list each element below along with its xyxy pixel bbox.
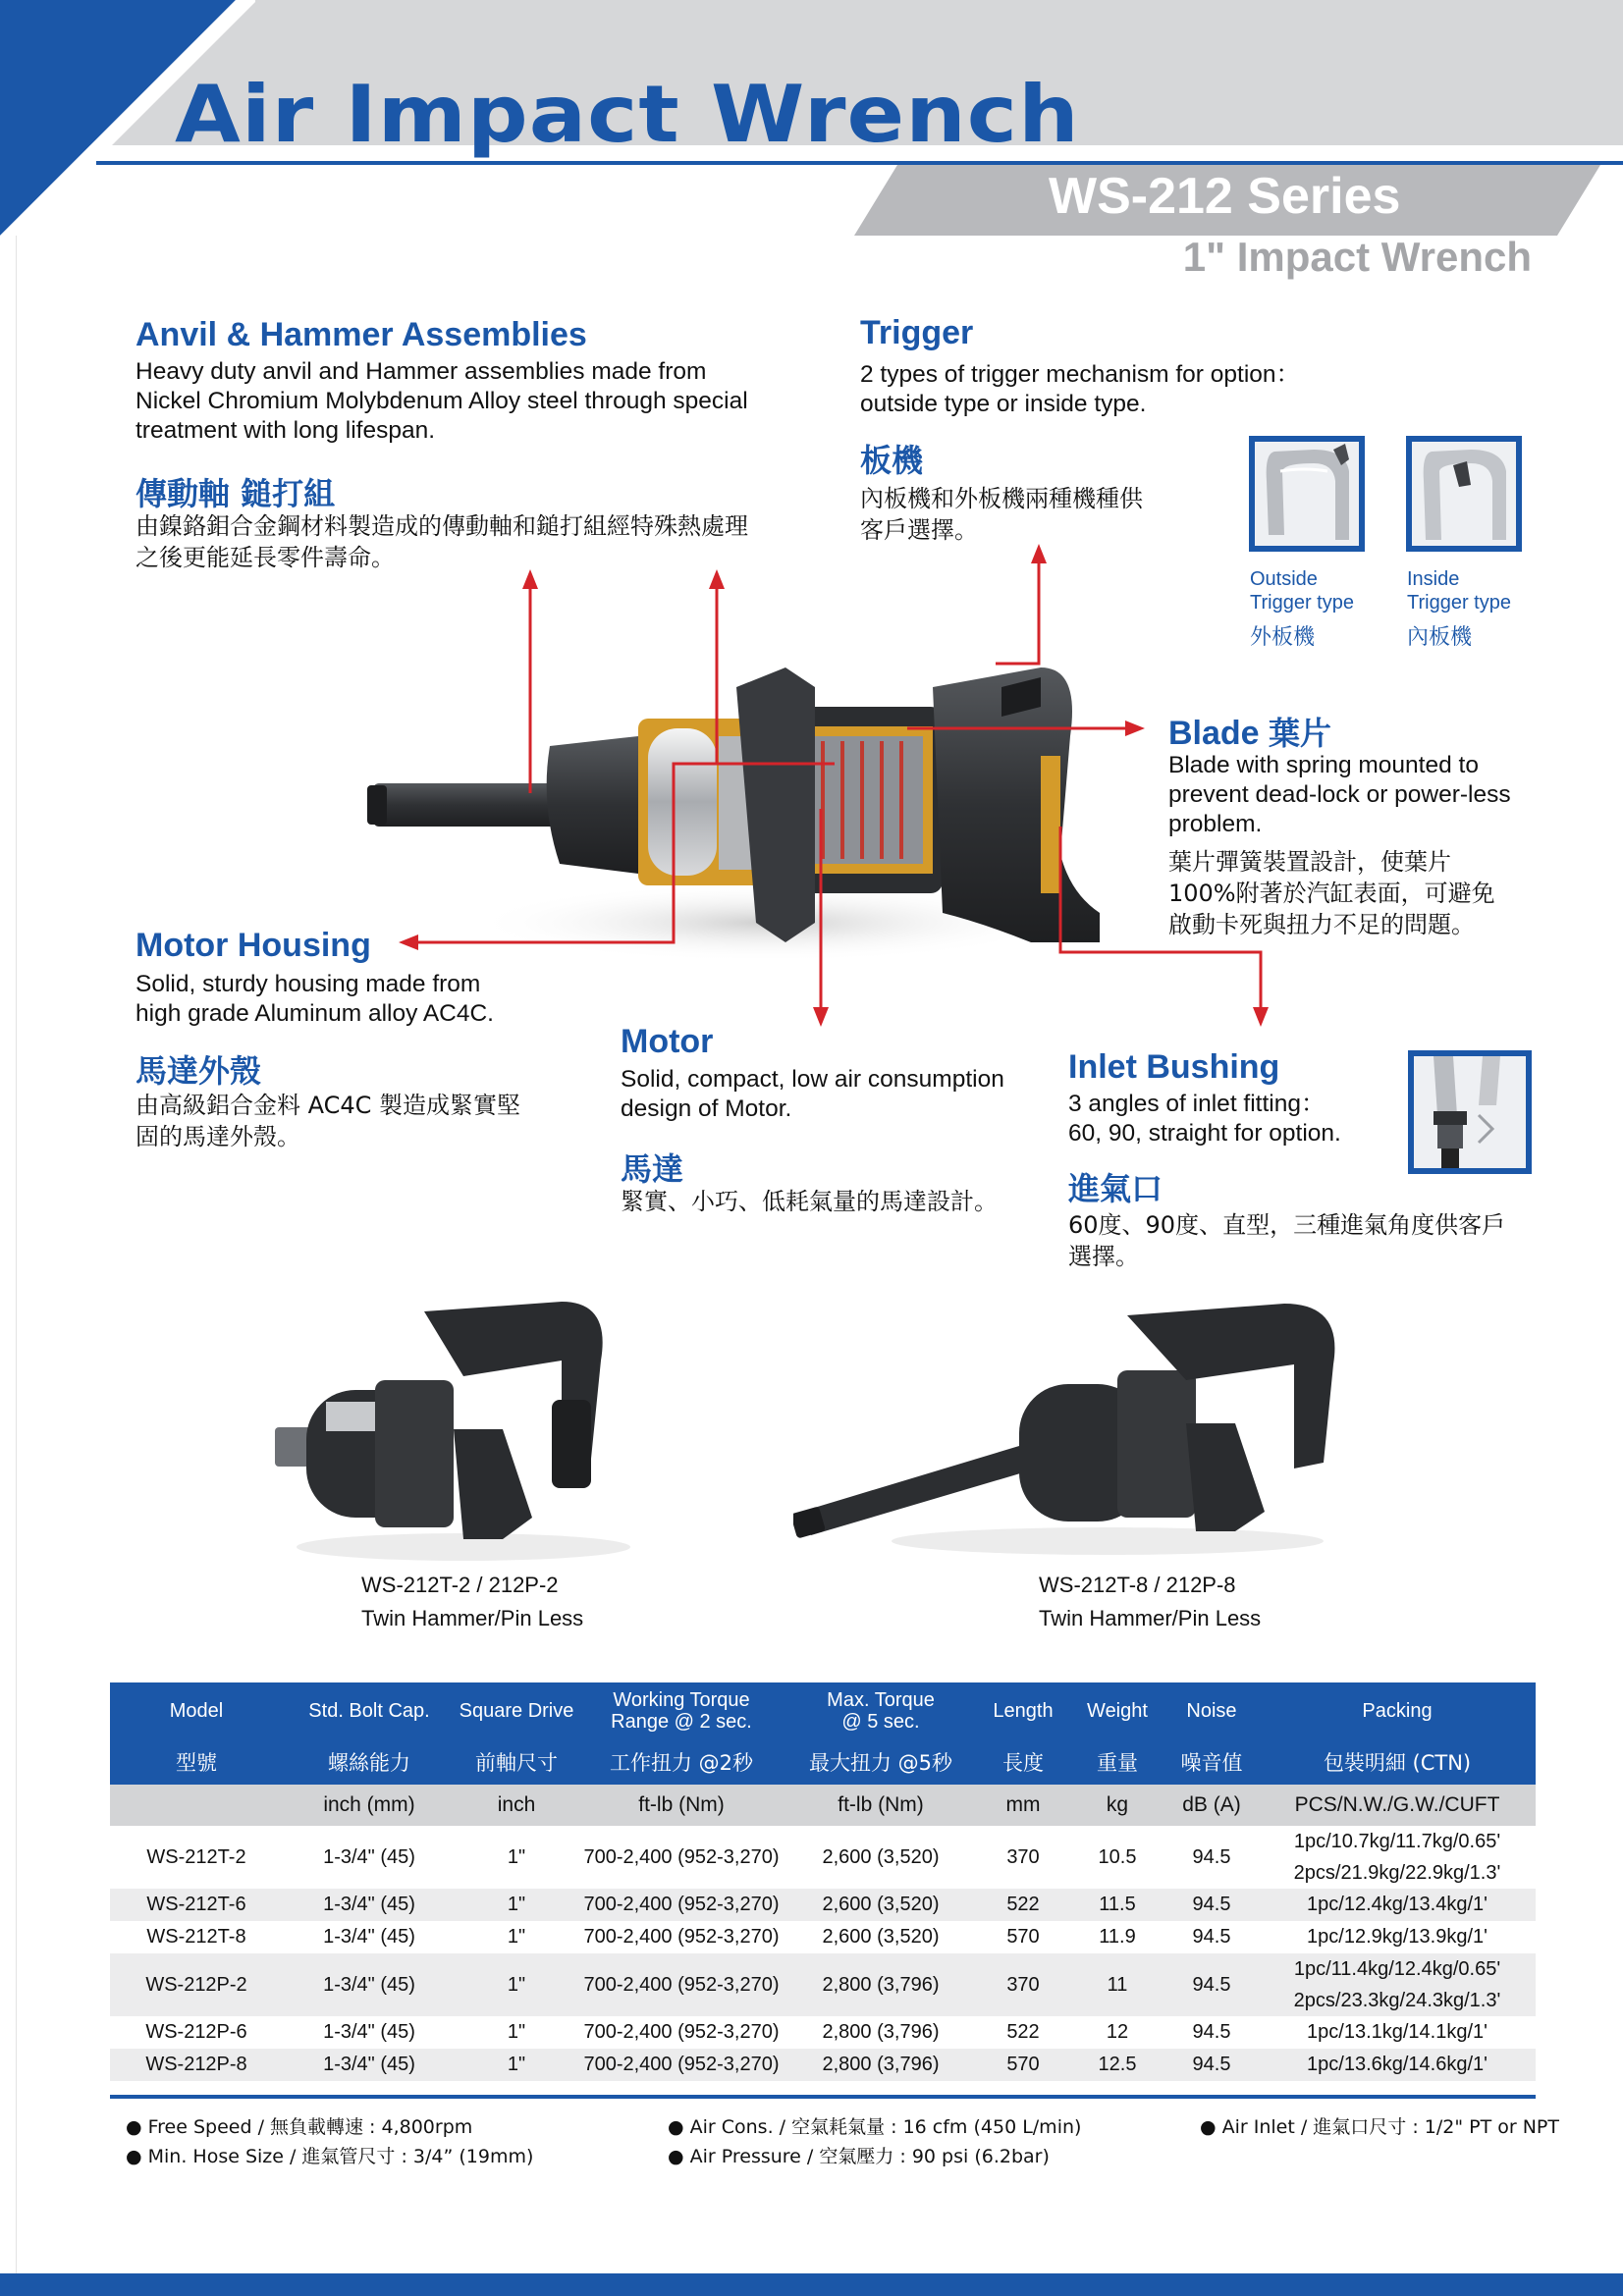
inside-trigger-caption: Inside Trigger type	[1407, 568, 1511, 614]
motor-text: Solid, compact, low air consumption design of Motor.	[621, 1066, 1004, 1122]
th-cn: 最大扭力 @5秒	[785, 1739, 976, 1785]
table-cell: WS-212P-8	[110, 2049, 283, 2081]
page-title: Air Impact Wrench	[175, 69, 1080, 160]
table-cell: 94.5	[1164, 1921, 1259, 1953]
inlet-title-cn: 進氣口	[1068, 1170, 1163, 1207]
table-cell: 1pc/11.4kg/12.4kg/0.65' 2pcs/23.3kg/24.3kg/1.3'	[1259, 1953, 1536, 2016]
trigger-title-cn: 板機	[860, 442, 924, 479]
table-cell: 1-3/4" (45)	[283, 1953, 456, 2016]
motor-housing-title-cn: 馬達外殼	[135, 1052, 262, 1090]
table-cell: 1"	[456, 2049, 577, 2081]
table-cell: 94.5	[1164, 1889, 1259, 1921]
footnote-hose-size: ● Min. Hose Size / 進氣管尺寸 : 3/4” (19mm)	[126, 2146, 534, 2167]
table-row	[110, 1921, 1536, 1953]
trigger-text-cn: 內板機和外板機兩種機種供 客戶選擇。	[860, 485, 1143, 544]
motor-title-cn: 馬達	[621, 1150, 684, 1188]
motor-text-cn: 緊實、小巧、低耗氣量的馬達設計。	[621, 1188, 998, 1215]
table-cell: 1-3/4" (45)	[283, 1826, 456, 1889]
unit-cell: kg	[1070, 1785, 1164, 1826]
th-bolt: Std. Bolt Cap.	[283, 1682, 456, 1739]
table-cell: 570	[976, 2049, 1070, 2081]
trigger-title: Trigger	[860, 314, 974, 351]
table-cell: WS-212P-6	[110, 2016, 283, 2049]
unit-cell: ft-lb (Nm)	[785, 1785, 976, 1826]
table-row	[110, 2049, 1536, 2081]
unit-cell: inch (mm)	[283, 1785, 456, 1826]
table-cell: WS-212P-2	[110, 1953, 283, 2016]
blade-text-cn: 葉片彈簧裝置設計，使葉片 100%附著於汽缸表面，可避免 啟動卡死與扭力不足的問題。	[1168, 848, 1495, 938]
blade-title: Blade 葉片	[1168, 715, 1332, 752]
table-cell: 94.5	[1164, 2016, 1259, 2049]
table-cell: 700-2,400 (952-3,270)	[577, 2016, 785, 2049]
motor-housing-text: Solid, sturdy housing made from high grade Aluminum alloy AC4C.	[135, 971, 494, 1027]
spec-table	[110, 1682, 1536, 2081]
th-packing: Packing	[1259, 1682, 1536, 1739]
table-row	[110, 1826, 1536, 1889]
series-title: WS-212 Series	[1049, 168, 1401, 225]
table-cell: 700-2,400 (952-3,270)	[577, 1953, 785, 2016]
table-header-row-cn	[110, 1739, 1536, 1785]
table-cell: 2,600 (3,520)	[785, 1889, 976, 1921]
inside-trigger-caption-cn: 內板機	[1407, 625, 1473, 650]
series-subtitle: 1" Impact Wrench	[1182, 234, 1532, 280]
th-cn: 型號	[110, 1739, 283, 1785]
table-cell: 1pc/10.7kg/11.7kg/0.65' 2pcs/21.9kg/22.9kg/1.3'	[1259, 1826, 1536, 1889]
inlet-text-cn: 60度、90度、直型，三種進氣角度供客戶 選擇。	[1068, 1211, 1506, 1270]
th-cn: 噪音值	[1164, 1739, 1259, 1785]
th-length: Length	[976, 1682, 1070, 1739]
th-noise: Noise	[1164, 1682, 1259, 1739]
motor-housing-text-cn: 由高級鋁合金料 AC4C 製造成緊實堅 固的馬達外殼。	[135, 1092, 521, 1150]
anvil-text: Heavy duty anvil and Hammer assemblies made from Nickel Chromium Molybdenum Alloy steel through special treatment with long lifespan.	[135, 358, 748, 444]
table-cell: 94.5	[1164, 2049, 1259, 2081]
table-cell: 1-3/4" (45)	[283, 2049, 456, 2081]
th-model: Model	[110, 1682, 283, 1739]
table-cell: 1pc/12.9kg/13.9kg/1'	[1259, 1921, 1536, 1953]
table-row	[110, 1953, 1536, 2016]
table-cell: 11	[1070, 1953, 1164, 2016]
th-weight: Weight	[1070, 1682, 1164, 1739]
footnote-free-speed: ● Free Speed / 無負載轉速 : 4,800rpm	[126, 2116, 473, 2138]
table-cell: 1"	[456, 1921, 577, 1953]
motor-title: Motor	[621, 1023, 714, 1060]
table-cell: 1pc/13.6kg/14.6kg/1'	[1259, 2049, 1536, 2081]
product-image-long-anvil	[793, 1296, 1353, 1561]
table-cell: 94.5	[1164, 1953, 1259, 2016]
outside-trigger-caption: Outside Trigger type	[1250, 568, 1354, 614]
th-cn: 長度	[976, 1739, 1070, 1785]
table-cell: 1-3/4" (45)	[283, 2016, 456, 2049]
table-cell: 700-2,400 (952-3,270)	[577, 1921, 785, 1953]
th-working-torque: Working Torque Range @ 2 sec.	[577, 1682, 785, 1739]
table-bottom-rule	[110, 2095, 1536, 2099]
unit-cell: dB (A)	[1164, 1785, 1259, 1826]
product-caption-2: WS-212T-8 / 212P-8 Twin Hammer/Pin Less	[1039, 1573, 1262, 1630]
unit-cell: PCS/N.W./G.W./CUFT	[1259, 1785, 1536, 1826]
blade-text: Blade with spring mounted to prevent dead-lock or power-less problem.	[1168, 752, 1511, 837]
table-cell: 1"	[456, 2016, 577, 2049]
table-cell: 1"	[456, 1953, 577, 2016]
table-row	[110, 2016, 1536, 2049]
table-cell: 1"	[456, 1826, 577, 1889]
footer-bar	[0, 2273, 1623, 2296]
table-cell: 11.5	[1070, 1889, 1164, 1921]
table-cell: 94.5	[1164, 1826, 1259, 1889]
inlet-title: Inlet Bushing	[1068, 1048, 1280, 1086]
table-cell: 12	[1070, 2016, 1164, 2049]
table-cell: WS-212T-2	[110, 1826, 283, 1889]
footnote-air-pressure: ● Air Pressure / 空氣壓力 : 90 psi (6.2bar)	[668, 2146, 1050, 2167]
table-cell: 2,800 (3,796)	[785, 1953, 976, 2016]
inlet-bushing-image	[1408, 1050, 1532, 1174]
th-cn: 工作扭力 @2秒	[577, 1739, 785, 1785]
table-cell: 370	[976, 1953, 1070, 2016]
outside-trigger-caption-cn: 外板機	[1250, 625, 1316, 650]
th-cn: 包裝明細 (CTN)	[1259, 1739, 1536, 1785]
anvil-title: Anvil & Hammer Assemblies	[135, 316, 587, 353]
unit-cell: ft-lb (Nm)	[577, 1785, 785, 1826]
th-cn: 螺絲能力	[283, 1739, 456, 1785]
unit-cell: mm	[976, 1785, 1070, 1826]
table-cell: WS-212T-6	[110, 1889, 283, 1921]
table-cell: 370	[976, 1826, 1070, 1889]
trigger-text: 2 types of trigger mechanism for option： outside type or inside type.	[860, 361, 1301, 417]
table-units-row	[110, 1785, 1536, 1826]
table-cell: 522	[976, 2016, 1070, 2049]
table-cell: 2,800 (3,796)	[785, 2016, 976, 2049]
inlet-text: 3 angles of inlet fitting： 60, 90, straight for option.	[1068, 1091, 1341, 1147]
footnote-air-cons: ● Air Cons. / 空氣耗氣量 : 16 cfm (450 L/min)	[668, 2116, 1082, 2138]
unit-cell	[110, 1785, 283, 1826]
anvil-title-cn: 傳動軸 鎚打組	[135, 475, 336, 512]
table-cell: 570	[976, 1921, 1070, 1953]
table-cell: 700-2,400 (952-3,270)	[577, 1826, 785, 1889]
unit-cell: inch	[456, 1785, 577, 1826]
product-image-short-anvil	[267, 1282, 640, 1567]
th-max-torque: Max. Torque @ 5 sec.	[785, 1682, 976, 1739]
table-cell: 700-2,400 (952-3,270)	[577, 1889, 785, 1921]
table-cell: 1pc/13.1kg/14.1kg/1'	[1259, 2016, 1536, 2049]
table-cell: 1-3/4" (45)	[283, 1889, 456, 1921]
table-row	[110, 1889, 1536, 1921]
table-cell: 1pc/12.4kg/13.4kg/1'	[1259, 1889, 1536, 1921]
anvil-text-cn: 由鎳鉻鉬合金鋼材料製造成的傳動軸和鎚打組經特殊熱處理 之後更能延長零件壽命。	[135, 512, 748, 571]
table-cell: 2,600 (3,520)	[785, 1921, 976, 1953]
table-cell: 10.5	[1070, 1826, 1164, 1889]
table-cell: WS-212T-8	[110, 1921, 283, 1953]
th-drive: Square Drive	[456, 1682, 577, 1739]
th-cn: 前軸尺寸	[456, 1739, 577, 1785]
table-cell: 11.9	[1070, 1921, 1164, 1953]
footnote-air-inlet: ● Air Inlet / 進氣口尺寸 : 1/2" PT or NPT	[1200, 2116, 1559, 2138]
table-cell: 1-3/4" (45)	[283, 1921, 456, 1953]
table-cell: 1"	[456, 1889, 577, 1921]
table-header-row	[110, 1682, 1536, 1739]
table-cell: 522	[976, 1889, 1070, 1921]
table-cell: 700-2,400 (952-3,270)	[577, 2049, 785, 2081]
table-cell: 12.5	[1070, 2049, 1164, 2081]
motor-housing-title: Motor Housing	[135, 927, 371, 964]
product-caption-1: WS-212T-2 / 212P-2 Twin Hammer/Pin Less	[361, 1573, 584, 1630]
table-cell: 2,600 (3,520)	[785, 1826, 976, 1889]
table-cell: 2,800 (3,796)	[785, 2049, 976, 2081]
th-cn: 重量	[1070, 1739, 1164, 1785]
